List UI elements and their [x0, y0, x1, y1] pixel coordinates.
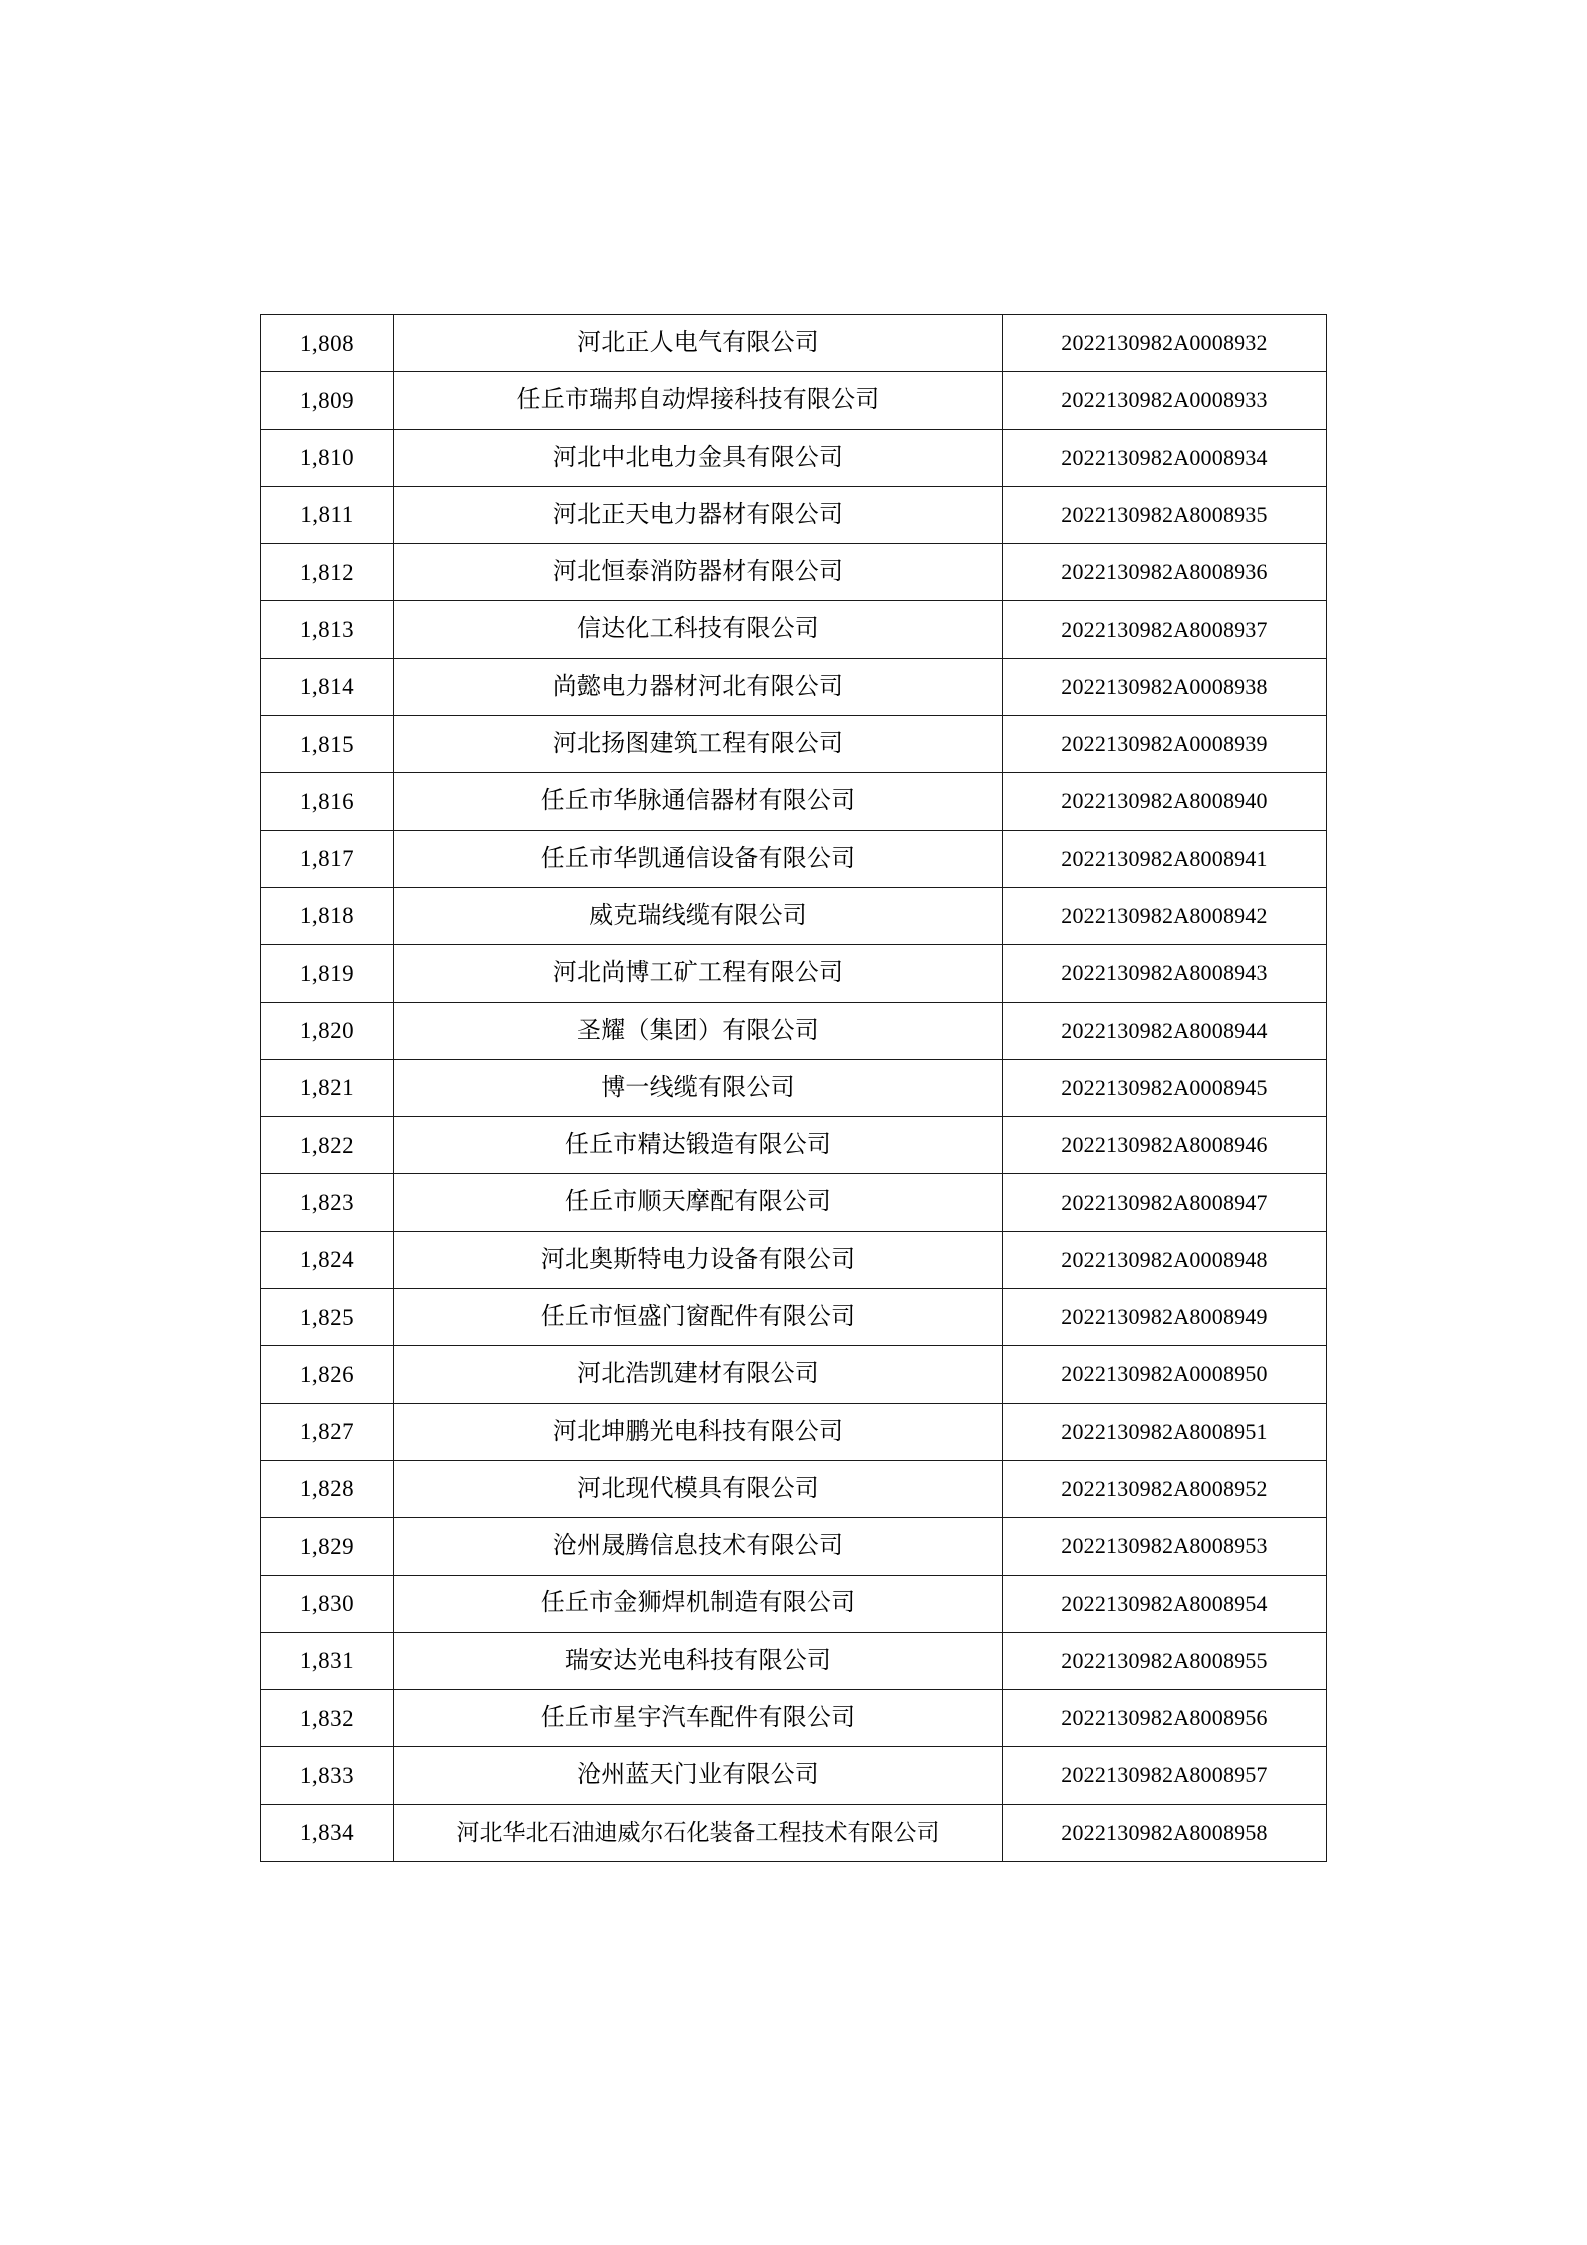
enterprise-name-cell: 威克瑞线缆有限公司 — [394, 887, 1003, 944]
enterprise-name-cell: 沧州晟腾信息技术有限公司 — [394, 1518, 1003, 1575]
enterprise-name-cell: 河北恒泰消防器材有限公司 — [394, 544, 1003, 601]
certificate-code-cell: 2022130982A8008956 — [1003, 1690, 1327, 1747]
row-index-cell: 1,814 — [261, 658, 394, 715]
row-index-cell: 1,817 — [261, 830, 394, 887]
enterprise-name-cell: 任丘市华凯通信设备有限公司 — [394, 830, 1003, 887]
enterprise-name-cell: 河北扬图建筑工程有限公司 — [394, 716, 1003, 773]
certificate-code-cell: 2022130982A8008955 — [1003, 1632, 1327, 1689]
certificate-code-cell: 2022130982A8008957 — [1003, 1747, 1327, 1804]
table-row — [261, 544, 1327, 601]
table-row — [261, 1002, 1327, 1059]
enterprise-name-cell: 任丘市金狮焊机制造有限公司 — [394, 1575, 1003, 1632]
certificate-code-cell: 2022130982A0008939 — [1003, 716, 1327, 773]
row-index-cell: 1,816 — [261, 773, 394, 830]
enterprise-name-cell: 任丘市顺天摩配有限公司 — [394, 1174, 1003, 1231]
table-row — [261, 315, 1327, 372]
enterprise-name-cell: 河北正天电力器材有限公司 — [394, 486, 1003, 543]
table-row — [261, 716, 1327, 773]
certificate-code-cell: 2022130982A8008951 — [1003, 1403, 1327, 1460]
certificate-code-cell: 2022130982A0008948 — [1003, 1231, 1327, 1288]
certificate-code-cell: 2022130982A8008940 — [1003, 773, 1327, 830]
certificate-code-cell: 2022130982A8008936 — [1003, 544, 1327, 601]
certificate-code-cell: 2022130982A0008938 — [1003, 658, 1327, 715]
certificate-code-cell: 2022130982A8008952 — [1003, 1460, 1327, 1517]
enterprise-name-cell: 尚懿电力器材河北有限公司 — [394, 658, 1003, 715]
row-index-cell: 1,810 — [261, 429, 394, 486]
row-index-cell: 1,811 — [261, 486, 394, 543]
row-index-cell: 1,828 — [261, 1460, 394, 1517]
certificate-code-cell: 2022130982A8008941 — [1003, 830, 1327, 887]
table-row — [261, 1059, 1327, 1116]
certificate-code-cell: 2022130982A0008932 — [1003, 315, 1327, 372]
table-container — [260, 314, 1326, 1862]
enterprise-name-cell: 河北华北石油迪威尔石化装备工程技术有限公司 — [394, 1804, 1003, 1861]
row-index-cell: 1,821 — [261, 1059, 394, 1116]
certificate-code-cell: 2022130982A8008954 — [1003, 1575, 1327, 1632]
row-index-cell: 1,813 — [261, 601, 394, 658]
row-index-cell: 1,812 — [261, 544, 394, 601]
certificate-code-cell: 2022130982A8008942 — [1003, 887, 1327, 944]
table-row — [261, 1804, 1327, 1861]
table-row — [261, 1518, 1327, 1575]
certificate-code-cell: 2022130982A0008945 — [1003, 1059, 1327, 1116]
row-index-cell: 1,809 — [261, 372, 394, 429]
table-row — [261, 887, 1327, 944]
table-row — [261, 1460, 1327, 1517]
row-index-cell: 1,825 — [261, 1289, 394, 1346]
enterprise-name-cell: 河北中北电力金具有限公司 — [394, 429, 1003, 486]
enterprise-name-cell: 任丘市恒盛门窗配件有限公司 — [394, 1289, 1003, 1346]
enterprise-name-cell: 河北坤鹏光电科技有限公司 — [394, 1403, 1003, 1460]
table-row — [261, 1575, 1327, 1632]
table-row — [261, 486, 1327, 543]
certificate-code-cell: 2022130982A8008943 — [1003, 945, 1327, 1002]
table-row — [261, 773, 1327, 830]
certificate-code-cell: 2022130982A8008949 — [1003, 1289, 1327, 1346]
table-body — [261, 315, 1327, 1862]
enterprise-name-cell: 任丘市星宇汽车配件有限公司 — [394, 1690, 1003, 1747]
enterprise-listing-table — [260, 314, 1327, 1862]
table-row — [261, 945, 1327, 1002]
table-row — [261, 601, 1327, 658]
enterprise-name-cell: 任丘市瑞邦自动焊接科技有限公司 — [394, 372, 1003, 429]
row-index-cell: 1,815 — [261, 716, 394, 773]
row-index-cell: 1,834 — [261, 1804, 394, 1861]
row-index-cell: 1,824 — [261, 1231, 394, 1288]
certificate-code-cell: 2022130982A0008950 — [1003, 1346, 1327, 1403]
certificate-code-cell: 2022130982A8008935 — [1003, 486, 1327, 543]
enterprise-name-cell: 瑞安达光电科技有限公司 — [394, 1632, 1003, 1689]
row-index-cell: 1,826 — [261, 1346, 394, 1403]
enterprise-name-cell: 河北浩凯建材有限公司 — [394, 1346, 1003, 1403]
table-row — [261, 1346, 1327, 1403]
row-index-cell: 1,808 — [261, 315, 394, 372]
row-index-cell: 1,831 — [261, 1632, 394, 1689]
enterprise-name-cell: 圣耀（集团）有限公司 — [394, 1002, 1003, 1059]
enterprise-name-cell: 任丘市华脉通信器材有限公司 — [394, 773, 1003, 830]
table-row — [261, 429, 1327, 486]
table-row — [261, 1174, 1327, 1231]
enterprise-name-cell: 河北奥斯特电力设备有限公司 — [394, 1231, 1003, 1288]
table-row — [261, 1231, 1327, 1288]
table-row — [261, 830, 1327, 887]
enterprise-name-cell: 博一线缆有限公司 — [394, 1059, 1003, 1116]
certificate-code-cell: 2022130982A8008946 — [1003, 1117, 1327, 1174]
row-index-cell: 1,827 — [261, 1403, 394, 1460]
table-row — [261, 1117, 1327, 1174]
enterprise-name-cell: 沧州蓝天门业有限公司 — [394, 1747, 1003, 1804]
certificate-code-cell: 2022130982A8008953 — [1003, 1518, 1327, 1575]
row-index-cell: 1,830 — [261, 1575, 394, 1632]
certificate-code-cell: 2022130982A8008958 — [1003, 1804, 1327, 1861]
enterprise-name-cell: 河北正人电气有限公司 — [394, 315, 1003, 372]
enterprise-name-cell: 任丘市精达锻造有限公司 — [394, 1117, 1003, 1174]
certificate-code-cell: 2022130982A0008934 — [1003, 429, 1327, 486]
certificate-code-cell: 2022130982A8008937 — [1003, 601, 1327, 658]
enterprise-name-cell: 河北现代模具有限公司 — [394, 1460, 1003, 1517]
certificate-code-cell: 2022130982A0008933 — [1003, 372, 1327, 429]
table-row — [261, 1747, 1327, 1804]
row-index-cell: 1,820 — [261, 1002, 394, 1059]
enterprise-name-cell: 河北尚博工矿工程有限公司 — [394, 945, 1003, 1002]
row-index-cell: 1,818 — [261, 887, 394, 944]
table-row — [261, 1289, 1327, 1346]
enterprise-name-cell: 信达化工科技有限公司 — [394, 601, 1003, 658]
row-index-cell: 1,823 — [261, 1174, 394, 1231]
table-row — [261, 1403, 1327, 1460]
certificate-code-cell: 2022130982A8008944 — [1003, 1002, 1327, 1059]
row-index-cell: 1,833 — [261, 1747, 394, 1804]
table-row — [261, 1690, 1327, 1747]
table-row — [261, 658, 1327, 715]
row-index-cell: 1,832 — [261, 1690, 394, 1747]
row-index-cell: 1,819 — [261, 945, 394, 1002]
row-index-cell: 1,822 — [261, 1117, 394, 1174]
table-row — [261, 372, 1327, 429]
table-row — [261, 1632, 1327, 1689]
row-index-cell: 1,829 — [261, 1518, 394, 1575]
certificate-code-cell: 2022130982A8008947 — [1003, 1174, 1327, 1231]
